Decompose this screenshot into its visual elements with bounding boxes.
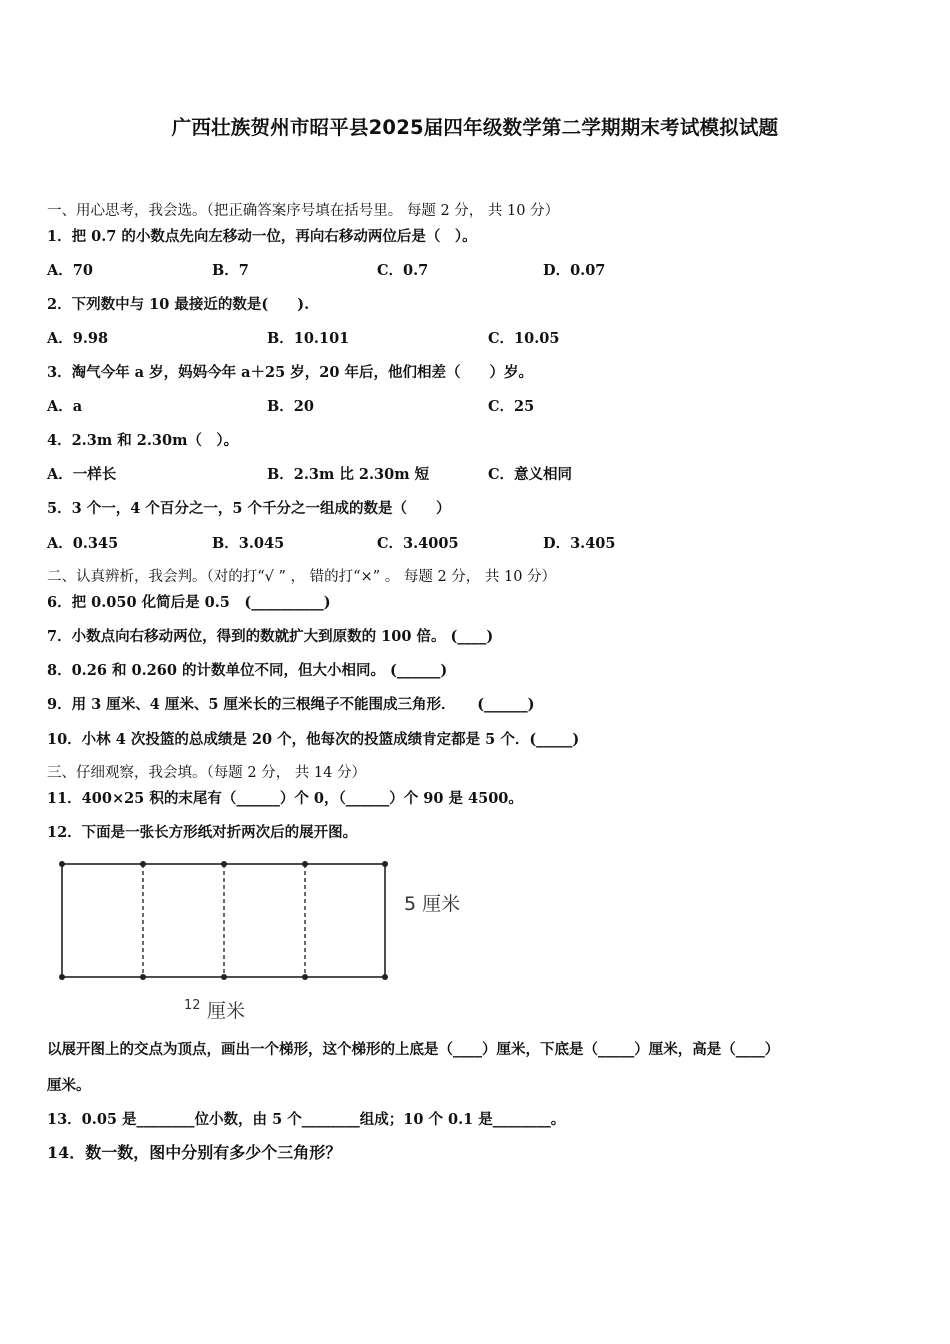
- q5-option-a: A．0.345: [47, 535, 119, 552]
- question-13: 13．0.05 是________位小数，由 5 个________组成；10 个 0.1 是________。: [47, 1111, 566, 1128]
- q5-option-d: D．3.405: [543, 535, 616, 552]
- q4-option-a: A．一样长: [47, 466, 117, 483]
- question-14: 14．数一数，图中分别有多少个三角形？: [47, 1143, 342, 1162]
- question-8: 8．0.26 和 0.260 的计数单位不同，但大小相同。 (______): [47, 662, 448, 679]
- question-12: 12．下面是一张长方形纸对折两次后的展开图。: [47, 824, 358, 841]
- q1-option-c: C．0.7: [377, 262, 429, 279]
- vertex-dot: [221, 861, 227, 867]
- vertex-dot: [382, 861, 388, 867]
- vertex-dot: [302, 974, 308, 980]
- q3-option-a: A．a: [47, 398, 83, 415]
- question-4: 4．2.3m 和 2.30m（ ）。: [47, 432, 239, 449]
- question-2: 2．下列数中与 10 最接近的数是( ).: [47, 296, 310, 313]
- vertex-dot: [140, 861, 146, 867]
- q2-option-a: A．9.98: [47, 330, 109, 347]
- question-3: 3．淘气今年 a 岁，妈妈今年 a＋25 岁，20 年后，他们相差（ ）岁。: [47, 364, 533, 381]
- q2-option-c: C．10.05: [488, 330, 560, 347]
- q1-option-a: A．70: [47, 262, 93, 279]
- section-1-heading: 一、用心思考，我会选。（把正确答案序号填在括号里。 每题 2 分， 共 10 分）: [47, 203, 560, 219]
- unfolded-paper-figure: [50, 852, 480, 1027]
- vertex-dot: [140, 974, 146, 980]
- q4-option-b: B．2.3m 比 2.30m 短: [267, 466, 430, 483]
- q5-option-b: B．3.045: [212, 535, 285, 552]
- q1-option-d: D．0.07: [543, 262, 606, 279]
- width-label-number: 12: [184, 998, 201, 1013]
- question-5: 5．3 个一，4 个百分之一，5 个千分之一组成的数是（ ）: [47, 500, 451, 517]
- section-2-heading: 二、认真辨析，我会判。（对的打“√ ” ， 错的打“×” 。 每题 2 分， 共 10 分）: [47, 569, 557, 585]
- height-label: 5 厘米: [404, 893, 461, 915]
- question-12-task: 以展开图上的交点为顶点，画出一个梯形，这个梯形的上底是（____）厘米，下底是（_____）厘米，高是（____）: [47, 1041, 780, 1058]
- vertex-dot: [59, 974, 65, 980]
- q5-option-c: C．3.4005: [377, 535, 459, 552]
- q3-option-c: C．25: [488, 398, 535, 415]
- section-3-heading: 三、仔细观察，我会填。（每题 2 分， 共 14 分）: [47, 765, 366, 781]
- vertex-dot: [302, 861, 308, 867]
- vertex-dot: [59, 861, 65, 867]
- vertex-dot: [221, 974, 227, 980]
- q2-option-b: B．10.101: [267, 330, 350, 347]
- page-title: 广西壮族贺州市昭平县2025届四年级数学第二学期期末考试模拟试题: [171, 116, 779, 139]
- width-label-unit: 厘米: [207, 1000, 246, 1022]
- question-9: 9．用 3 厘米、4 厘米、5 厘米长的三根绳子不能围成三角形． (______): [47, 696, 535, 713]
- q3-option-b: B．20: [267, 398, 314, 415]
- question-11: 11．400×25 积的末尾有（______）个 0，（______）个 90 是 4500。: [47, 790, 523, 807]
- question-12-task-end: 厘米。: [47, 1077, 91, 1094]
- question-7: 7．小数点向右移动两位，得到的数就扩大到原数的 100 倍。 (____): [47, 628, 494, 645]
- question-6: 6．把 0.050 化简后是 0.5 (__________): [47, 594, 331, 611]
- q1-option-b: B．7: [212, 262, 249, 279]
- vertex-dot: [382, 974, 388, 980]
- q4-option-c: C．意义相同: [488, 466, 573, 483]
- question-1: 1．把 0.7 的小数点先向左移动一位，再向右移动两位后是（ ）。: [47, 228, 477, 245]
- question-10: 10．小林 4 次投篮的总成绩是 20 个，他每次的投篮成绩肯定都是 5 个．(_____): [47, 731, 580, 748]
